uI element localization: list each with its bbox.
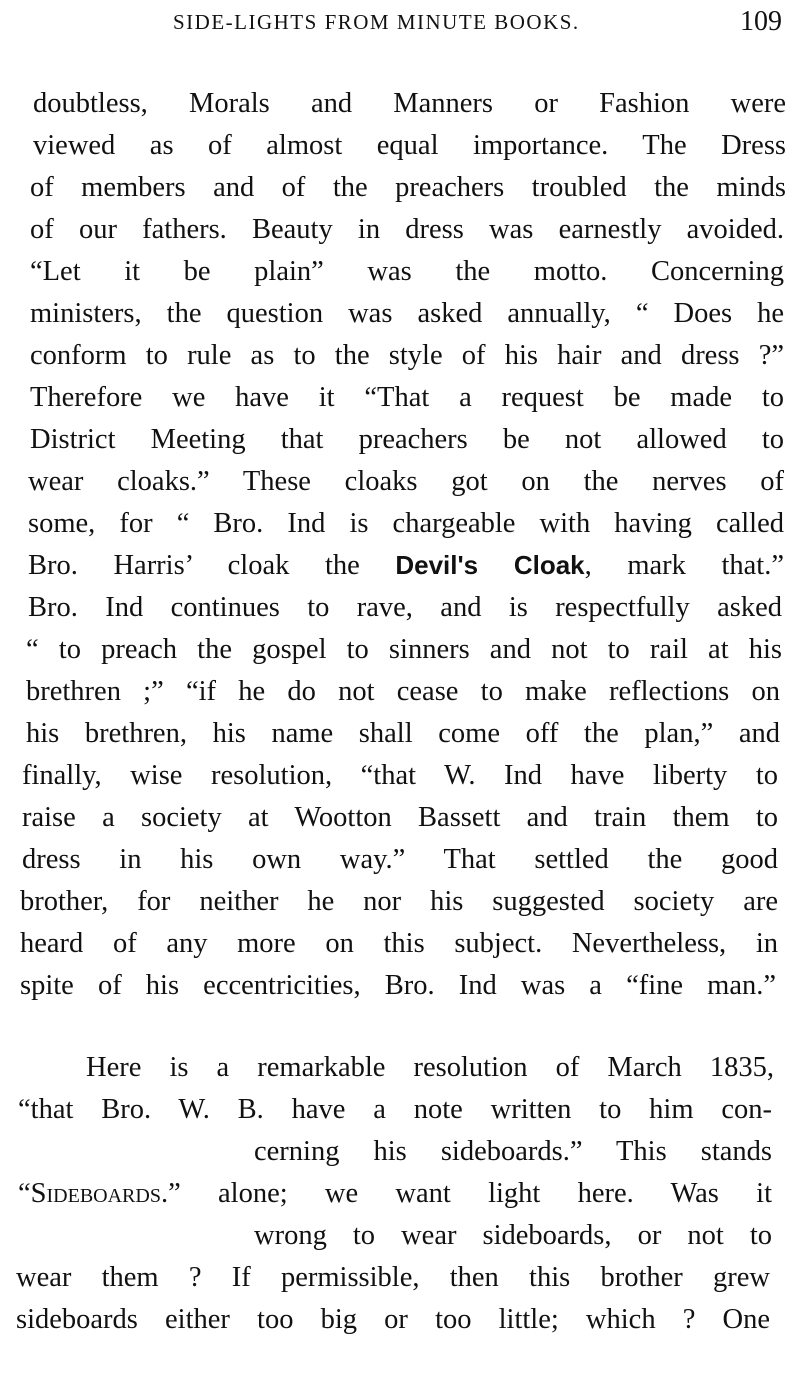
text-line: conform to rule as to the style of his hair and dress ?” <box>30 340 784 371</box>
text-line: wrong to wear sideboards, or not to <box>254 1220 772 1251</box>
text-line: dress in his own way.” That settled the good <box>22 844 778 875</box>
text-line: Bro. Ind continues to rave, and is respectfully asked <box>28 592 782 623</box>
bold-phrase: Devil's Cloak <box>395 550 585 580</box>
text-run: Bro. Harris’ cloak the <box>28 550 396 581</box>
text-run: , mark that.” <box>584 550 785 581</box>
text-line: finally, wise resolution, “that W. Ind have liberty to <box>22 760 778 791</box>
text-run: alone; we want light here. Was it <box>218 1178 773 1209</box>
text-line: brethren ;” “if he do not cease to make reflections on <box>26 676 780 707</box>
text-line: heard of any more on this subject. Nevertheless, in <box>20 928 778 959</box>
text-line: wear cloaks.” These cloaks got on the nerves of <box>28 466 784 497</box>
text-line: District Meeting that preachers be not allowed to <box>30 424 784 455</box>
text-line: cerning his sideboards.” This stands <box>254 1136 772 1167</box>
text-line: “ to preach the gospel to sinners and not to rail at his <box>26 634 782 665</box>
text-line: “Let it be plain” was the motto. Concerning <box>30 256 784 287</box>
text-line: some, for “ Bro. Ind is chargeable with having called <box>28 508 784 539</box>
text-line: Therefore we have it “That a request be made to <box>30 382 784 413</box>
small-caps-heading: “Sideboards.” <box>18 1178 181 1209</box>
text-line: sideboards either too big or too little; which ? One <box>16 1304 770 1335</box>
text-line: ministers, the question was asked annually, “ Does he <box>30 298 784 329</box>
text-line-with-small-caps <box>18 1180 772 1209</box>
running-header <box>0 6 800 40</box>
text-line: viewed as of almost equal importance. The Dress <box>33 130 786 161</box>
running-head-title: SIDE-LIGHTS FROM MINUTE BOOKS. <box>173 10 580 34</box>
text-line: Here is a remarkable resolution of March 1835, <box>86 1052 774 1083</box>
text-line: wear them ? If permissible, then this brother grew <box>16 1262 770 1293</box>
page-number: 109 <box>740 6 782 37</box>
text-line: raise a society at Wootton Bassett and train them to <box>22 802 778 833</box>
text-line: his brethren, his name shall come off the plan,” and <box>26 718 780 749</box>
text-line: “that Bro. W. B. have a note written to him con- <box>18 1094 772 1125</box>
text-line-with-bold <box>28 552 784 581</box>
text-line: spite of his eccentricities, Bro. Ind was a “fine man.” <box>20 970 776 1001</box>
text-line: doubtless, Morals and Manners or Fashion were <box>33 88 786 119</box>
text-line: brother, for neither he nor his suggested society are <box>20 886 778 917</box>
text-line: of members and of the preachers troubled the minds <box>30 172 786 203</box>
text-line: of our fathers. Beauty in dress was earnestly avoided. <box>30 214 784 245</box>
